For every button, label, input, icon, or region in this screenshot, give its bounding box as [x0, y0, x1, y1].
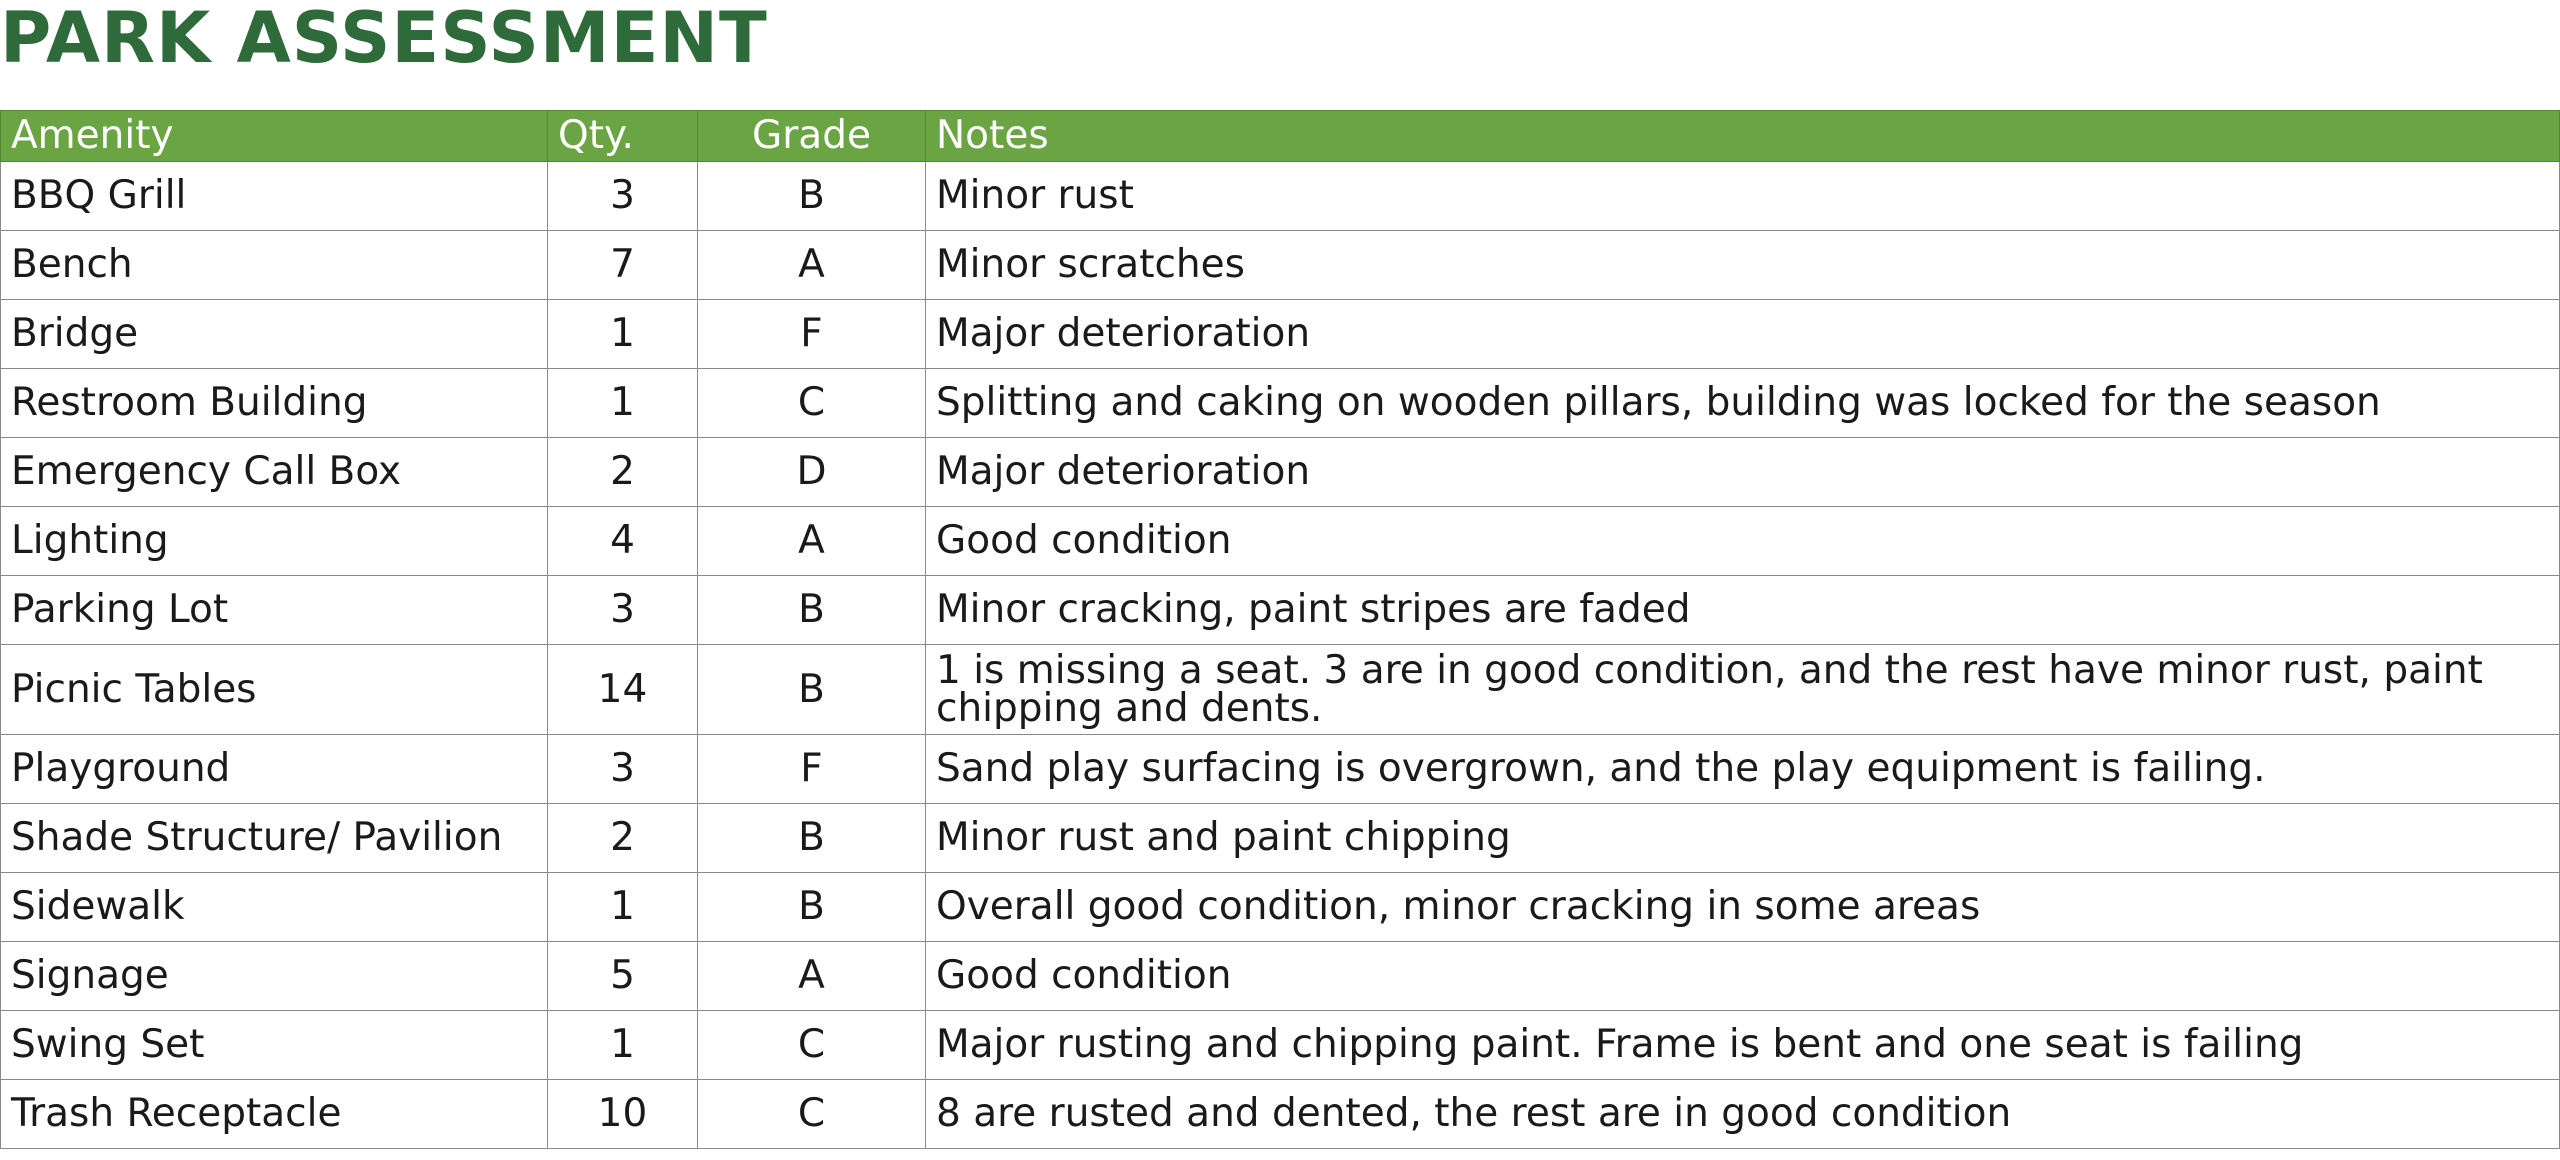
notes-cell: 8 are rusted and dented, the rest are in good condition — [926, 1080, 2560, 1149]
amenity-cell: Emergency Call Box — [1, 438, 548, 507]
assessment-table — [0, 110, 2560, 1149]
grade-cell: C — [698, 1011, 926, 1080]
notes-cell: Sand play surfacing is overgrown, and the play equipment is failing. — [926, 735, 2560, 804]
grade-cell: A — [698, 942, 926, 1011]
qty-cell: 1 — [548, 300, 698, 369]
amenity-cell: Signage — [1, 942, 548, 1011]
table-header-row — [1, 111, 2560, 162]
grade-cell: D — [698, 438, 926, 507]
amenity-cell: Shade Structure/ Pavilion — [1, 804, 548, 873]
amenity-cell: Lighting — [1, 507, 548, 576]
qty-cell: 3 — [548, 576, 698, 645]
qty-cell: 3 — [548, 162, 698, 231]
table-row — [1, 735, 2560, 804]
notes-cell: Major rusting and chipping paint. Frame is bent and one seat is failing — [926, 1011, 2560, 1080]
grade-cell: A — [698, 507, 926, 576]
notes-cell: Splitting and caking on wooden pillars, building was locked for the season — [926, 369, 2560, 438]
table-row — [1, 942, 2560, 1011]
column-header-qty: Qty. — [548, 111, 698, 162]
table-row — [1, 645, 2560, 735]
qty-cell: 1 — [548, 369, 698, 438]
column-header-notes: Notes — [926, 111, 2560, 162]
amenity-cell: Sidewalk — [1, 873, 548, 942]
amenity-cell: Swing Set — [1, 1011, 548, 1080]
grade-cell: F — [698, 735, 926, 804]
qty-cell: 4 — [548, 507, 698, 576]
qty-cell: 14 — [548, 645, 698, 735]
qty-cell: 7 — [548, 231, 698, 300]
column-header-grade: Grade — [698, 111, 926, 162]
qty-cell: 1 — [548, 873, 698, 942]
notes-cell: Minor scratches — [926, 231, 2560, 300]
amenity-cell: Bridge — [1, 300, 548, 369]
notes-cell: Good condition — [926, 507, 2560, 576]
notes-cell: 1 is missing a seat. 3 are in good condition, and the rest have minor rust, paint chipping and dents. — [926, 645, 2560, 735]
notes-cell: Minor cracking, paint stripes are faded — [926, 576, 2560, 645]
amenity-cell: Parking Lot — [1, 576, 548, 645]
notes-cell: Good condition — [926, 942, 2560, 1011]
amenity-cell: BBQ Grill — [1, 162, 548, 231]
grade-cell: B — [698, 576, 926, 645]
qty-cell: 5 — [548, 942, 698, 1011]
amenity-cell: Picnic Tables — [1, 645, 548, 735]
grade-cell: B — [698, 804, 926, 873]
notes-cell: Minor rust — [926, 162, 2560, 231]
page-title: PARK ASSESSMENT — [0, 0, 768, 79]
qty-cell: 2 — [548, 804, 698, 873]
table-row — [1, 1011, 2560, 1080]
qty-cell: 10 — [548, 1080, 698, 1149]
notes-cell: Minor rust and paint chipping — [926, 804, 2560, 873]
grade-cell: B — [698, 645, 926, 735]
table-row — [1, 369, 2560, 438]
amenity-cell: Bench — [1, 231, 548, 300]
grade-cell: B — [698, 873, 926, 942]
table-row — [1, 873, 2560, 942]
amenity-cell: Playground — [1, 735, 548, 804]
table-row — [1, 804, 2560, 873]
table-row — [1, 507, 2560, 576]
column-header-amenity: Amenity — [1, 111, 548, 162]
grade-cell: A — [698, 231, 926, 300]
grade-cell: B — [698, 162, 926, 231]
qty-cell: 2 — [548, 438, 698, 507]
amenity-cell: Trash Receptacle — [1, 1080, 548, 1149]
qty-cell: 1 — [548, 1011, 698, 1080]
table-row — [1, 1080, 2560, 1149]
notes-cell: Major deterioration — [926, 438, 2560, 507]
table-row — [1, 438, 2560, 507]
grade-cell: C — [698, 1080, 926, 1149]
qty-cell: 3 — [548, 735, 698, 804]
grade-cell: C — [698, 369, 926, 438]
table-row — [1, 576, 2560, 645]
table-row — [1, 162, 2560, 231]
grade-cell: F — [698, 300, 926, 369]
table-row — [1, 300, 2560, 369]
table-row — [1, 231, 2560, 300]
amenity-cell: Restroom Building — [1, 369, 548, 438]
notes-cell: Overall good condition, minor cracking in some areas — [926, 873, 2560, 942]
notes-cell: Major deterioration — [926, 300, 2560, 369]
